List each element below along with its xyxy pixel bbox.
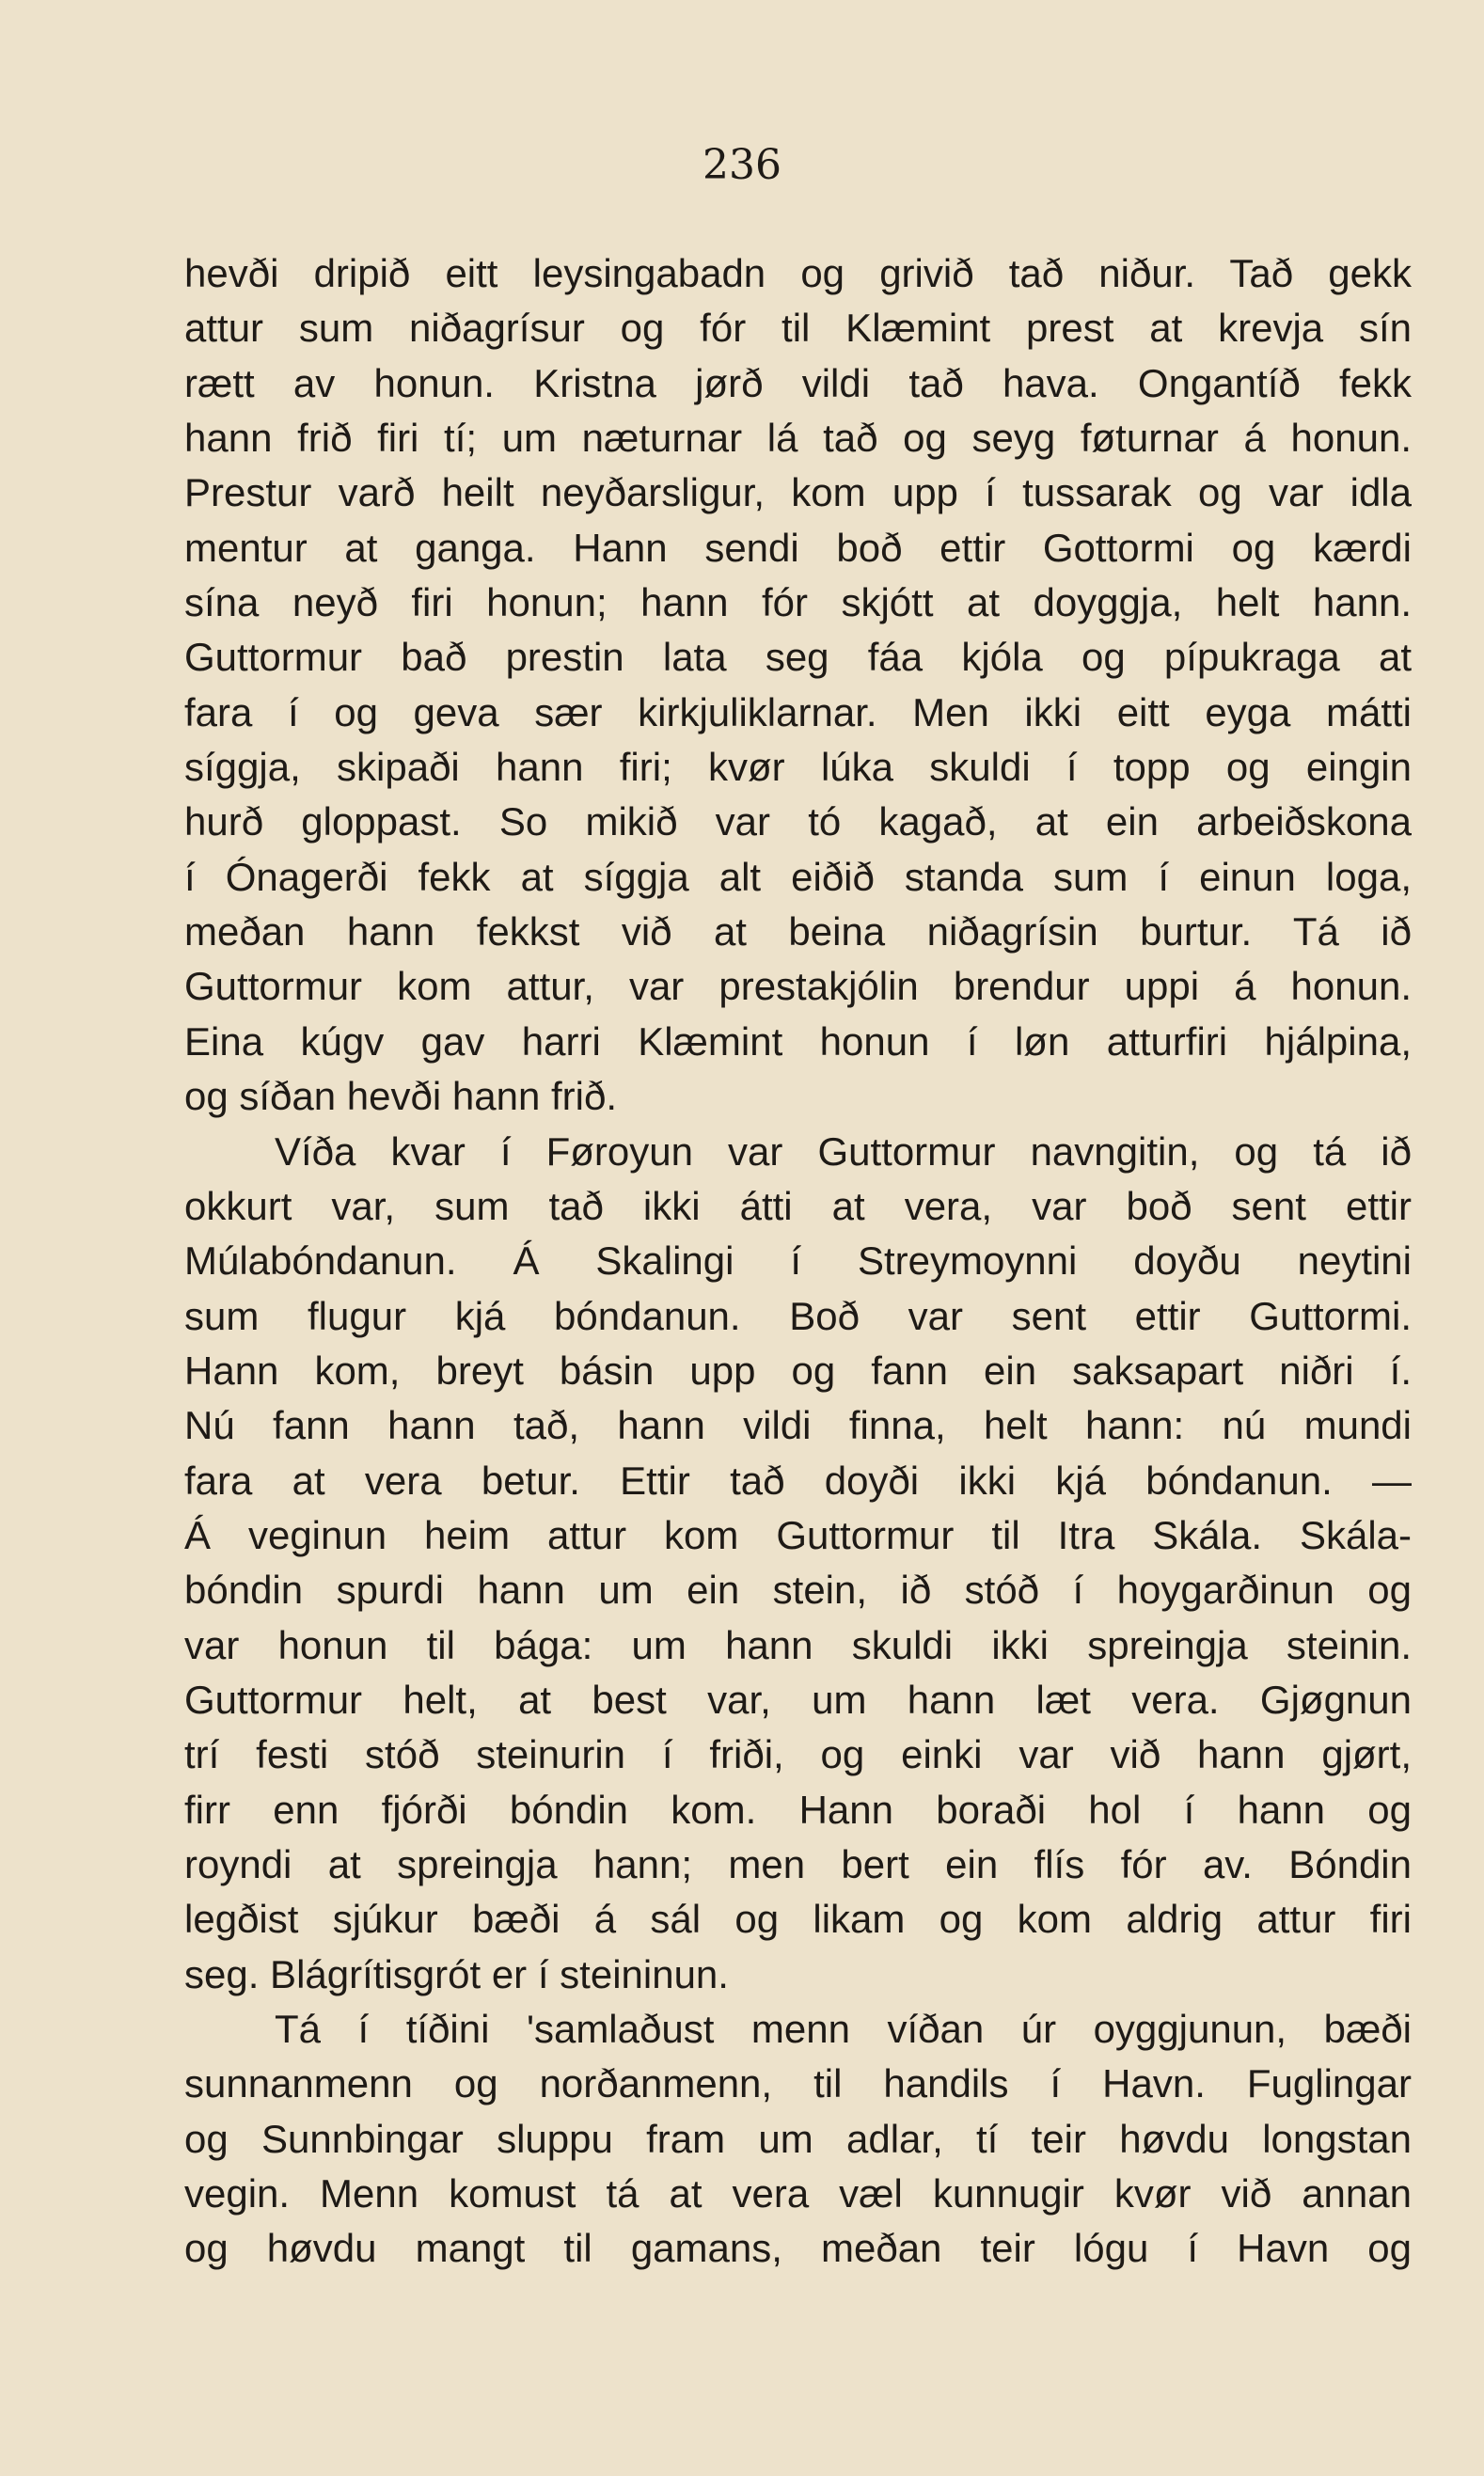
- text-line: og høvdu mangt til gamans, meðan teir lógu í Havn og: [184, 2226, 1412, 2271]
- text-line: firr enn fjórði bóndin kom. Hann boraði hol í hann og: [184, 1787, 1412, 1832]
- body-text: [184, 246, 1412, 2277]
- text-line: Guttormur helt, at best var, um hann læt vera. Gjøgnun: [184, 1677, 1412, 1722]
- text-line: og Sunnbingar sluppu fram um adlar, tí teir høvdu longstan: [184, 2116, 1412, 2161]
- paragraph-start-line: Tá í tíðini 'samlaðust menn víðan úr oyggjunun, bæði: [275, 2007, 1412, 2051]
- text-line: Múlabóndanun. Á Skalingi í Streymoynni doyðu neytini: [184, 1238, 1412, 1284]
- text-line: Guttormur kom attur, var prestakjólin brendur uppi á honun.: [184, 964, 1412, 1009]
- text-line: trí festi stóð steinurin í friði, og einki var við hann gjørt,: [184, 1732, 1412, 1777]
- paragraph-start-line: Víða kvar í Føroyun var Guttormur navngitin, og tá ið: [275, 1128, 1412, 1174]
- page-number: 236: [703, 141, 781, 189]
- text-line: Nú fann hann tað, hann vildi finna, helt hann: nú mundi: [184, 1403, 1412, 1448]
- text-line: sína neyð firi honun; hann fór skjótt at doyggja, helt hann.: [184, 580, 1412, 625]
- text-line: bóndin spurdi hann um ein stein, ið stóð í hoygarðinun og: [184, 1568, 1412, 1613]
- paragraph-end-line: seg. Blágrítisgrót er í steininun.: [184, 1951, 729, 1996]
- text-line: meðan hann fekkst við at beina niðagrísin burtur. Tá ið: [184, 909, 1412, 954]
- text-line: í Ónagerði fekk at síggja alt eiðið standa sum í einun loga,: [184, 854, 1412, 899]
- text-line: Eina kúgv gav harri Klæmint honun í løn atturfiri hjálpina,: [184, 1018, 1412, 1064]
- text-line: attur sum niðagrísur og fór til Klæmint prest at krevja sín: [184, 306, 1412, 351]
- text-line: fara at vera betur. Ettir tað doyði ikki kjá bóndanun. —: [184, 1458, 1412, 1503]
- text-line: Hann kom, breyt básin upp og fann ein saksapart niðri í.: [184, 1348, 1412, 1393]
- text-line: Prestur varð heilt neyðarsligur, kom upp í tussarak og var idla: [184, 470, 1412, 515]
- text-line: hevði dripið eitt leysingabadn og grivið tað niður. Tað gekk: [184, 251, 1412, 295]
- text-line: royndi at spreingja hann; men bert ein flís fór av. Bóndin: [184, 1841, 1412, 1886]
- text-line: mentur at ganga. Hann sendi boð ettir Gottormi og kærdi: [184, 525, 1412, 570]
- text-line: var honun til bága: um hann skuldi ikki spreingja steinin.: [184, 1622, 1412, 1667]
- text-line: Á veginun heim attur kom Guttormur til Itra Skála. Skála-: [184, 1512, 1412, 1557]
- text-line: hurð gloppast. So mikið var tó kagað, at ein arbeiðskona: [184, 799, 1412, 844]
- paragraph-end-line: og síðan hevði hann frið.: [184, 1074, 617, 1119]
- text-line: Guttormur bað prestin lata seg fáa kjóla og pípukraga at: [184, 635, 1412, 680]
- text-line: vegin. Menn komust tá at vera væl kunnugir kvør við annan: [184, 2171, 1412, 2216]
- text-line: síggja, skipaði hann firi; kvør lúka skuldi í topp og eingin: [184, 745, 1412, 790]
- text-line: sunnanmenn og norðanmenn, til handils í Havn. Fuglingar: [184, 2061, 1412, 2106]
- text-line: legðist sjúkur bæði á sál og likam og kom aldrig attur firi: [184, 1897, 1412, 1942]
- text-line: fara í og geva sær kirkjuliklarnar. Men ikki eitt eyga mátti: [184, 689, 1412, 734]
- text-line: hann frið firi tí; um næturnar lá tað og seyg føturnar á honun.: [184, 416, 1412, 461]
- text-line: rætt av honun. Kristna jørð vildi tað hava. Ongantíð fekk: [184, 360, 1412, 405]
- text-line: okkurt var, sum tað ikki átti at vera, var boð sent ettir: [184, 1183, 1412, 1228]
- text-line: sum flugur kjá bóndanun. Boð var sent ettir Guttormi.: [184, 1293, 1412, 1338]
